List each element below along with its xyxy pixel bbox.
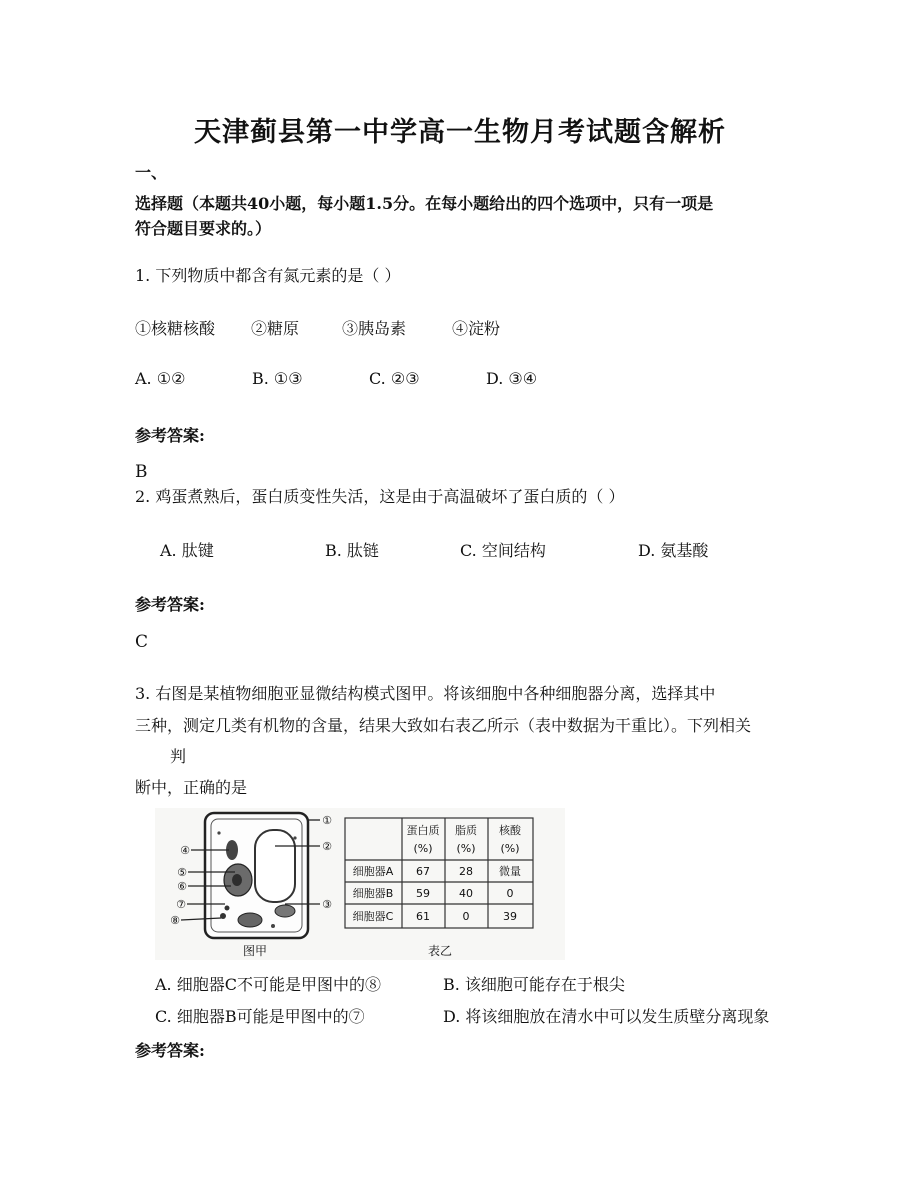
q1-stem: 1. 下列物质中都含有氮元素的是（ ） [135,266,401,285]
table-cell: 0 [506,887,514,900]
table-header-unit: (%) [456,842,476,855]
q1-option-c: C. ②③ [369,369,420,388]
q1-item: ②糖原 [251,319,300,338]
q1-answer: B [135,462,148,482]
figure-marker: ③ [322,898,332,911]
diagram-caption: 图甲 [242,944,268,958]
q2-answer: C [135,632,149,652]
q3-stem-line2: 三种，测定几类有机物的含量，结果大致如右表乙所示（表中数据为干重比）。下列相关 [135,716,752,735]
page-title: 天津蓟县第一中学高一生物月考试题含解析 [194,117,726,148]
figure-marker: ⑤ [177,866,187,879]
figure-marker: ⑦ [176,898,186,911]
q3-option-d: D. 将该细胞放在清水中可以发生质壁分离现象 [443,1007,770,1026]
figure-marker: ① [322,814,332,827]
table-cell: 59 [416,887,430,900]
table-header: 核酸 [499,824,521,837]
table-row-name: 细胞器B [352,887,394,900]
section-number: 一、 [135,163,168,182]
q1-option-b: B. ①③ [252,369,303,388]
q3-stem-line3: 判 [170,747,187,766]
table-header: 脂质 [455,824,477,837]
table-cell: 39 [503,910,517,923]
q1-item: ③胰岛素 [342,319,407,338]
q1-answer-label: 参考答案: [135,426,205,445]
figure-marker: ⑧ [170,914,180,927]
q2-option-b: B. 肽链 [325,541,379,560]
table-cell: 28 [459,865,473,878]
q3-stem-line4: 断中，正确的是 [135,778,248,797]
q3-option-b: B. 该细胞可能存在于根尖 [443,975,625,994]
table-header: 蛋白质 [406,824,440,837]
figure-marker: ④ [180,844,190,857]
q1-item: ①核糖核酸 [135,319,216,338]
q3-figure [155,808,565,960]
table-cell: 61 [416,910,430,923]
table-row-name: 细胞器A [352,865,394,878]
q3-option-c: C. 细胞器B可能是甲图中的⑦ [155,1007,365,1026]
figure-marker: ② [322,840,332,853]
table-cell: 40 [459,887,473,900]
table-header-unit: (%) [413,842,433,855]
table-header-unit: (%) [500,842,520,855]
q2-option-a: A. 肽键 [160,541,214,560]
q2-answer-label: 参考答案: [135,595,205,614]
figure-marker: ⑥ [177,880,187,893]
table-cell: 微量 [499,865,521,878]
section-heading-line2: 符合题目要求的。） [135,219,272,238]
table-cell: 0 [462,910,470,923]
q1-item: ④淀粉 [452,319,501,338]
q2-option-c: C. 空间结构 [460,541,546,560]
q1-option-a: A. ①② [135,369,186,388]
table-cell: 67 [416,865,430,878]
q2-stem: 2. 鸡蛋煮熟后，蛋白质变性失活，这是由于高温破坏了蛋白质的（ ） [135,487,625,506]
table-row-name: 细胞器C [352,910,394,923]
q2-option-d: D. 氨基酸 [638,541,709,560]
q3-option-a: A. 细胞器C不可能是甲图中的⑧ [155,975,381,994]
q3-stem-line1: 3. 右图是某植物细胞亚显微结构模式图甲。将该细胞中各种细胞器分离，选择其中 [135,684,716,703]
table-caption: 表乙 [427,944,453,958]
q3-answer-label: 参考答案: [135,1041,205,1060]
section-heading-line1: 选择题（本题共40小题，每小题1.5分。在每小题给出的四个选项中，只有一项是 [135,194,714,213]
q1-option-d: D. ③④ [486,369,538,388]
